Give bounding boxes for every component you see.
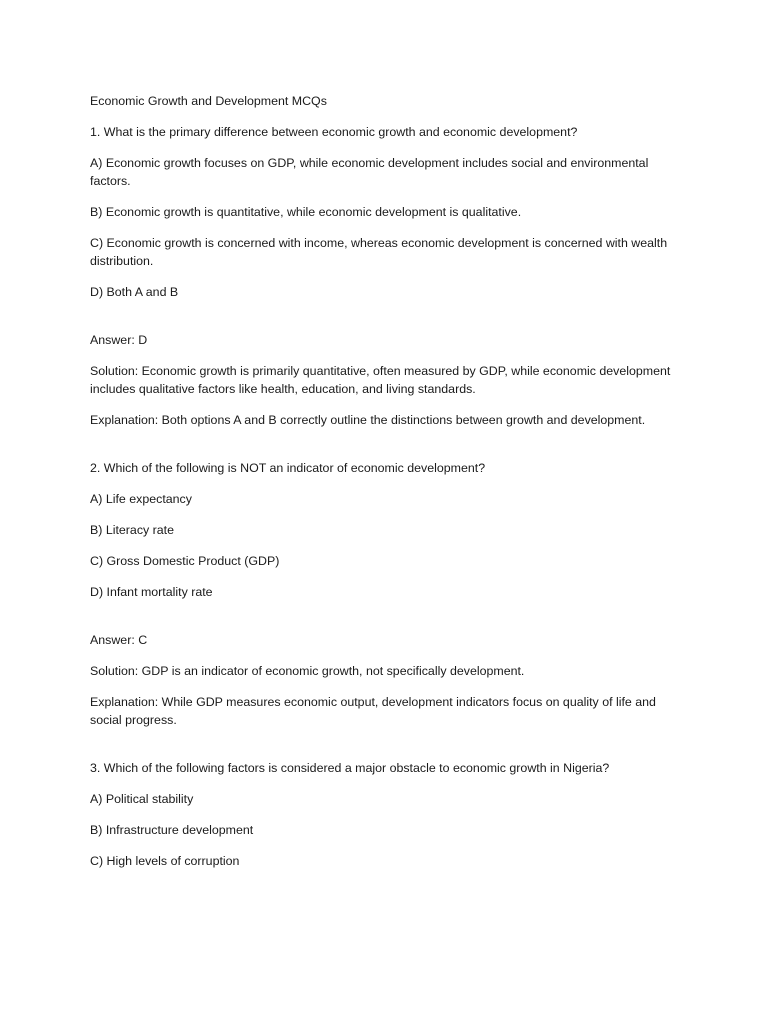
q3-option-c: C) High levels of corruption xyxy=(90,854,240,868)
q2-option-a: A) Life expectancy xyxy=(90,492,192,506)
q1-question: 1. What is the primary difference between economic growth and economic development? xyxy=(90,125,578,139)
q2-option-b: B) Literacy rate xyxy=(90,523,175,537)
document-title: Economic Growth and Development MCQs xyxy=(90,94,327,108)
q3-option-a: A) Political stability xyxy=(90,792,194,806)
q1-option-c: C) Economic growth is concerned with income, whereas economic development is concerned with wealth distribution. xyxy=(90,236,668,268)
q2-solution: Solution: GDP is an indicator of economic growth, not specifically development. xyxy=(90,664,525,678)
q1-explanation: Explanation: Both options A and B correctly outline the distinctions between growth and development. xyxy=(90,413,646,427)
q1-answer: Answer: D xyxy=(90,333,148,347)
q2-option-c: C) Gross Domestic Product (GDP) xyxy=(90,554,280,568)
q3-question: 3. Which of the following factors is considered a major obstacle to economic growth in Nigeria? xyxy=(90,761,610,775)
q3-option-b: B) Infrastructure development xyxy=(90,823,254,837)
q1-option-d: D) Both A and B xyxy=(90,285,179,299)
q2-answer: Answer: C xyxy=(90,633,148,647)
q1-option-b: B) Economic growth is quantitative, while economic development is qualitative. xyxy=(90,205,522,219)
q2-question: 2. Which of the following is NOT an indicator of economic development? xyxy=(90,461,486,475)
q1-option-a: A) Economic growth focuses on GDP, while economic development includes social and environmental factors. xyxy=(90,156,649,188)
document-body xyxy=(90,92,680,883)
q2-option-d: D) Infant mortality rate xyxy=(90,585,213,599)
q1-solution: Solution: Economic growth is primarily quantitative, often measured by GDP, while economic development includes qualitative factors like health, education, and living standards. xyxy=(90,364,671,396)
q2-explanation: Explanation: While GDP measures economic output, development indicators focus on quality of life and social progress. xyxy=(90,695,656,727)
